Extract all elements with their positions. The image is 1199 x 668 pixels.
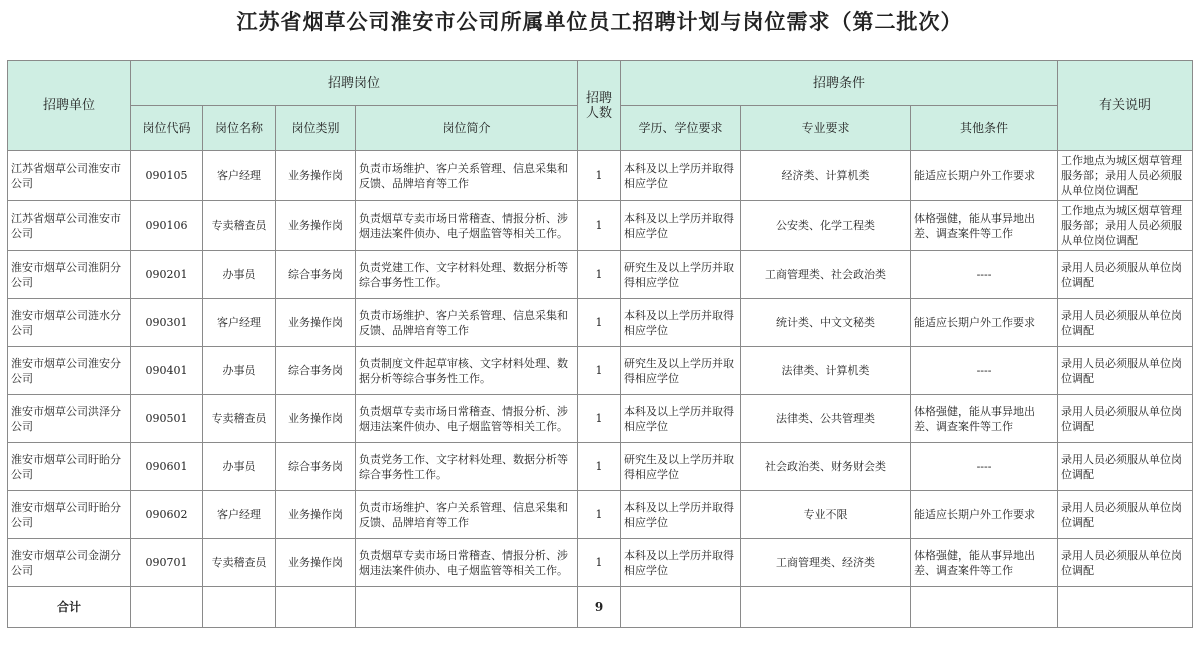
total-row bbox=[8, 587, 1193, 628]
cell-category: 业务操作岗 bbox=[276, 395, 356, 443]
cell-major: 公安类、化学工程类 bbox=[741, 201, 911, 251]
cell-code: 090301 bbox=[131, 299, 203, 347]
total-count: 9 bbox=[578, 587, 621, 628]
cell-notes: 工作地点为城区烟草管理服务部；录用人员必须服从单位岗位调配 bbox=[1058, 201, 1193, 251]
cell-name: 客户经理 bbox=[203, 299, 276, 347]
cell-code: 090201 bbox=[131, 251, 203, 299]
cell-unit: 淮安市烟草公司涟水分公司 bbox=[8, 299, 131, 347]
header-count: 招聘人数 bbox=[578, 61, 621, 151]
cell-code: 090602 bbox=[131, 491, 203, 539]
cell-count: 1 bbox=[578, 201, 621, 251]
cell-unit: 淮安市烟草公司洪泽分公司 bbox=[8, 395, 131, 443]
cell-other: 能适应长期户外工作要求 bbox=[911, 151, 1058, 201]
cell-other: 体格强健，能从事异地出差、调查案件等工作 bbox=[911, 539, 1058, 587]
cell-category: 综合事务岗 bbox=[276, 347, 356, 395]
cell-education: 本科及以上学历并取得相应学位 bbox=[621, 395, 741, 443]
table-row bbox=[8, 395, 1193, 443]
cell-notes: 录用人员必须服从单位岗位调配 bbox=[1058, 491, 1193, 539]
cell-category: 综合事务岗 bbox=[276, 251, 356, 299]
header-category: 岗位类别 bbox=[276, 106, 356, 151]
cell-name: 客户经理 bbox=[203, 491, 276, 539]
cell-major: 法律类、计算机类 bbox=[741, 347, 911, 395]
cell-education: 本科及以上学历并取得相应学位 bbox=[621, 539, 741, 587]
cell-major: 工商管理类、社会政治类 bbox=[741, 251, 911, 299]
cell-name: 办事员 bbox=[203, 347, 276, 395]
cell-name: 专卖稽查员 bbox=[203, 201, 276, 251]
cell-empty bbox=[131, 587, 203, 628]
cell-name: 专卖稽查员 bbox=[203, 539, 276, 587]
cell-other: 体格强健，能从事异地出差、调查案件等工作 bbox=[911, 395, 1058, 443]
cell-empty bbox=[276, 587, 356, 628]
header-summary: 岗位简介 bbox=[356, 106, 578, 151]
cell-other: ---- bbox=[911, 251, 1058, 299]
cell-summary: 负责市场维护、客户关系管理、信息采集和反馈、品牌培育等工作 bbox=[356, 491, 578, 539]
header-unit: 招聘单位 bbox=[8, 61, 131, 151]
table-row bbox=[8, 491, 1193, 539]
cell-major: 社会政治类、财务财会类 bbox=[741, 443, 911, 491]
header-code: 岗位代码 bbox=[131, 106, 203, 151]
cell-summary: 负责烟草专卖市场日常稽查、情报分析、涉烟违法案件侦办、电子烟监管等相关工作。 bbox=[356, 539, 578, 587]
cell-summary: 负责市场维护、客户关系管理、信息采集和反馈、品牌培育等工作 bbox=[356, 299, 578, 347]
cell-notes: 录用人员必须服从单位岗位调配 bbox=[1058, 251, 1193, 299]
header-other: 其他条件 bbox=[911, 106, 1058, 151]
table-row bbox=[8, 299, 1193, 347]
header-education: 学历、学位要求 bbox=[621, 106, 741, 151]
cell-count: 1 bbox=[578, 151, 621, 201]
cell-major: 专业不限 bbox=[741, 491, 911, 539]
cell-unit: 江苏省烟草公司淮安市公司 bbox=[8, 201, 131, 251]
cell-notes: 录用人员必须服从单位岗位调配 bbox=[1058, 347, 1193, 395]
cell-education: 本科及以上学历并取得相应学位 bbox=[621, 299, 741, 347]
cell-count: 1 bbox=[578, 251, 621, 299]
cell-name: 办事员 bbox=[203, 443, 276, 491]
page-title: 江苏省烟草公司淮安市公司所属单位员工招聘计划与岗位需求（第二批次） bbox=[236, 9, 963, 34]
cell-education: 本科及以上学历并取得相应学位 bbox=[621, 151, 741, 201]
cell-other: ---- bbox=[911, 347, 1058, 395]
cell-category: 业务操作岗 bbox=[276, 299, 356, 347]
cell-major: 经济类、计算机类 bbox=[741, 151, 911, 201]
cell-summary: 负责制度文件起草审核、文字材料处理、数据分析等综合事务性工作。 bbox=[356, 347, 578, 395]
cell-category: 业务操作岗 bbox=[276, 539, 356, 587]
cell-unit: 淮安市烟草公司淮阴分公司 bbox=[8, 251, 131, 299]
cell-education: 本科及以上学历并取得相应学位 bbox=[621, 491, 741, 539]
cell-other: ---- bbox=[911, 443, 1058, 491]
table-row bbox=[8, 251, 1193, 299]
cell-category: 业务操作岗 bbox=[276, 491, 356, 539]
table-row bbox=[8, 539, 1193, 587]
cell-education: 本科及以上学历并取得相应学位 bbox=[621, 201, 741, 251]
cell-code: 090501 bbox=[131, 395, 203, 443]
cell-education: 研究生及以上学历并取得相应学位 bbox=[621, 251, 741, 299]
cell-name: 办事员 bbox=[203, 251, 276, 299]
cell-category: 业务操作岗 bbox=[276, 201, 356, 251]
total-label: 合计 bbox=[8, 587, 131, 628]
cell-code: 090701 bbox=[131, 539, 203, 587]
cell-empty bbox=[356, 587, 578, 628]
cell-code: 090601 bbox=[131, 443, 203, 491]
cell-education: 研究生及以上学历并取得相应学位 bbox=[621, 347, 741, 395]
cell-summary: 负责烟草专卖市场日常稽查、情报分析、涉烟违法案件侦办、电子烟监管等相关工作。 bbox=[356, 395, 578, 443]
cell-notes: 录用人员必须服从单位岗位调配 bbox=[1058, 443, 1193, 491]
cell-notes: 录用人员必须服从单位岗位调配 bbox=[1058, 539, 1193, 587]
header-name: 岗位名称 bbox=[203, 106, 276, 151]
cell-unit: 淮安市烟草公司金湖分公司 bbox=[8, 539, 131, 587]
cell-unit: 淮安市烟草公司淮安分公司 bbox=[8, 347, 131, 395]
cell-other: 能适应长期户外工作要求 bbox=[911, 299, 1058, 347]
cell-empty bbox=[1058, 587, 1193, 628]
cell-empty bbox=[203, 587, 276, 628]
cell-major: 法律类、公共管理类 bbox=[741, 395, 911, 443]
cell-unit: 江苏省烟草公司淮安市公司 bbox=[8, 151, 131, 201]
cell-empty bbox=[621, 587, 741, 628]
cell-major: 工商管理类、经济类 bbox=[741, 539, 911, 587]
table-row bbox=[8, 201, 1193, 251]
cell-count: 1 bbox=[578, 443, 621, 491]
cell-code: 090105 bbox=[131, 151, 203, 201]
table-row bbox=[8, 443, 1193, 491]
cell-category: 业务操作岗 bbox=[276, 151, 356, 201]
cell-other: 能适应长期户外工作要求 bbox=[911, 491, 1058, 539]
header-conditions-group: 招聘条件 bbox=[621, 61, 1058, 106]
cell-count: 1 bbox=[578, 347, 621, 395]
cell-summary: 负责市场维护、客户关系管理、信息采集和反馈、品牌培育等工作 bbox=[356, 151, 578, 201]
header-notes: 有关说明 bbox=[1058, 61, 1193, 151]
cell-notes: 录用人员必须服从单位岗位调配 bbox=[1058, 395, 1193, 443]
recruitment-table bbox=[7, 60, 1193, 628]
cell-empty bbox=[911, 587, 1058, 628]
cell-summary: 负责烟草专卖市场日常稽查、情报分析、涉烟违法案件侦办、电子烟监管等相关工作。 bbox=[356, 201, 578, 251]
cell-code: 090106 bbox=[131, 201, 203, 251]
cell-major: 统计类、中文文秘类 bbox=[741, 299, 911, 347]
cell-name: 专卖稽查员 bbox=[203, 395, 276, 443]
header-position-group: 招聘岗位 bbox=[131, 61, 578, 106]
table-row bbox=[8, 347, 1193, 395]
cell-notes: 录用人员必须服从单位岗位调配 bbox=[1058, 299, 1193, 347]
cell-notes: 工作地点为城区烟草管理服务部；录用人员必须服从单位岗位调配 bbox=[1058, 151, 1193, 201]
cell-count: 1 bbox=[578, 395, 621, 443]
cell-name: 客户经理 bbox=[203, 151, 276, 201]
cell-code: 090401 bbox=[131, 347, 203, 395]
cell-other: 体格强健，能从事异地出差、调查案件等工作 bbox=[911, 201, 1058, 251]
cell-category: 综合事务岗 bbox=[276, 443, 356, 491]
cell-count: 1 bbox=[578, 491, 621, 539]
cell-unit: 淮安市烟草公司盱眙分公司 bbox=[8, 443, 131, 491]
cell-empty bbox=[741, 587, 911, 628]
table-row bbox=[8, 151, 1193, 201]
cell-count: 1 bbox=[578, 539, 621, 587]
cell-summary: 负责党建工作、文字材料处理、数据分析等综合事务性工作。 bbox=[356, 251, 578, 299]
cell-summary: 负责党务工作、文字材料处理、数据分析等综合事务性工作。 bbox=[356, 443, 578, 491]
cell-count: 1 bbox=[578, 299, 621, 347]
cell-unit: 淮安市烟草公司盱眙分公司 bbox=[8, 491, 131, 539]
header-major: 专业要求 bbox=[741, 106, 911, 151]
cell-education: 研究生及以上学历并取得相应学位 bbox=[621, 443, 741, 491]
